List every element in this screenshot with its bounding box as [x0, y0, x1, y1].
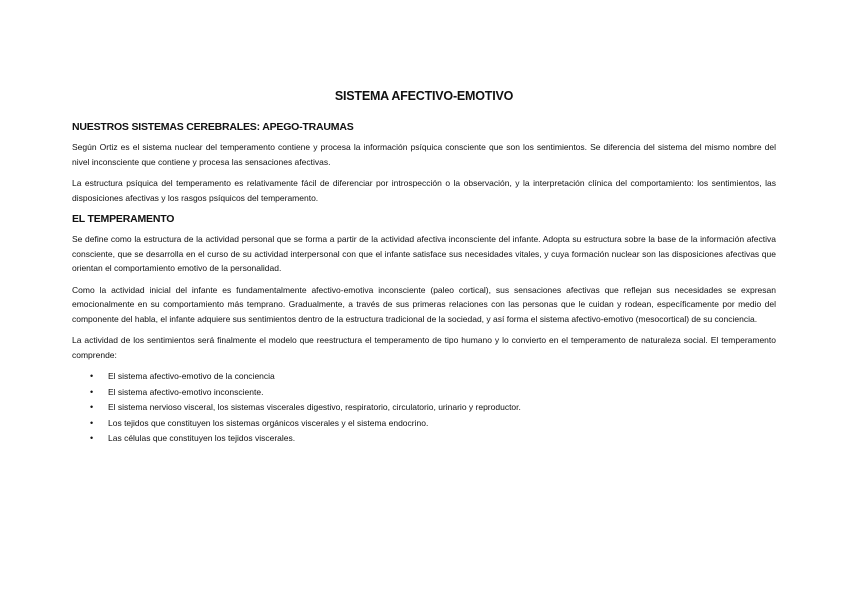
paragraph: Según Ortiz es el sistema nuclear del temperamento contiene y procesa la información psíquica consciente que son los sentimientos. Se diferencia del sistema del mismo nombre del nivel inconsciente que contiene y procesa las sensaciones afectivas.: [72, 142, 776, 167]
list-item: [72, 431, 776, 447]
list-item: [72, 385, 776, 401]
document-body: [72, 88, 776, 447]
bullet-icon: •: [90, 371, 94, 381]
paragraph: La estructura psíquica del temperamento es relativamente fácil de diferenciar por introspección o la observación, y la interpretación clínica del comportamiento: los sentimientos, las disposiciones afectivas y los rasgos psíquicos del temperamento.: [72, 178, 776, 203]
section-heading-cerebral-systems: NUESTROS SISTEMAS CEREBRALES: APEGO-TRAUMAS: [72, 121, 354, 133]
list-item: [72, 416, 776, 432]
paragraph: Como la actividad inicial del infante es fundamentalmente afectivo-emotiva inconsciente (paleo cortical), sus sensaciones afectivas que reflejan sus necesidades se expresan emocionalmente en su comportamiento más temprano. Gradualmente, a través de sus primeras relaciones con las personas que le cuidan y rodean, específicamente por medio del componente del habla, el infante adquiere sus sentimientos dentro de la estructura tradicional de la sociedad, y así forma el sistema afectivo-emotivo (mesocortical) de su conciencia.: [72, 284, 776, 324]
bullet-list: [72, 369, 776, 447]
list-item-text: Las células que constituyen los tejidos viscerales.: [108, 433, 296, 443]
bullet-icon: •: [90, 417, 94, 428]
paragraph: La actividad de los sentimientos será finalmente el modelo que reestructura el temperamento de tipo humano y lo convierto en el temperamento de naturaleza social. El temperamento comprende:: [72, 335, 776, 360]
list-item-text: El sistema afectivo-emotivo de la conciencia: [108, 371, 275, 381]
document-title: SISTEMA AFECTIVO-EMOTIVO: [334, 89, 514, 103]
list-item: [72, 400, 776, 416]
section-heading-temperament: EL TEMPERAMENTO: [72, 213, 175, 225]
bullet-icon: •: [90, 386, 94, 397]
list-item-text: El sistema afectivo-emotivo inconsciente.: [108, 386, 264, 397]
paragraph: Se define como la estructura de la actividad personal que se forma a partir de la actividad afectiva inconsciente del infante. Adopta su estructura sobre la base de la información afectiva consciente, que se desarrolla en el curso de su actividad interpersonal con que el infante satisface sus necesidades vitales, y cuya formación nuclear son las disposiciones afectivas que orientan el comportamiento emotivo de la personalidad.: [72, 234, 776, 273]
list-item: [72, 369, 776, 385]
bullet-icon: •: [90, 433, 94, 443]
list-item-text: El sistema nervioso visceral, los sistemas viscerales digestivo, respiratorio, circulatorio, urinario y reproductor.: [108, 402, 521, 412]
bullet-icon: •: [90, 402, 94, 412]
list-item-text: Los tejidos que constituyen los sistemas orgánicos viscerales y el sistema endocrino.: [108, 417, 429, 428]
